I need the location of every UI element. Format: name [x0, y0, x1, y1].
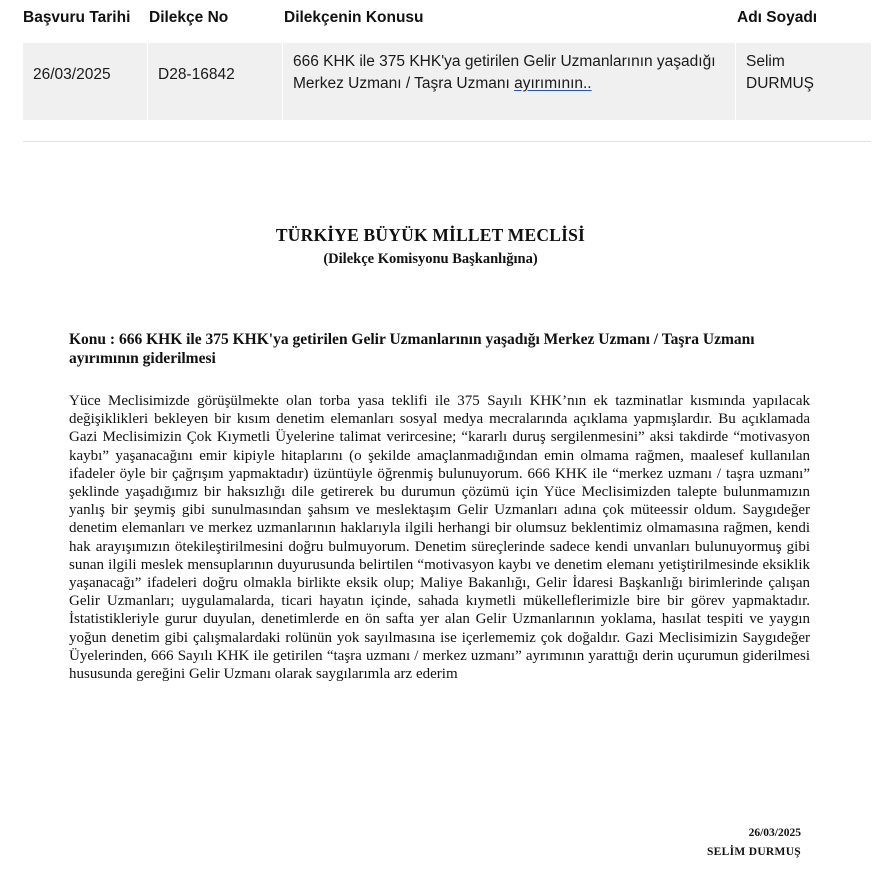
- cell-petition-subject: [283, 43, 735, 120]
- first-name: Selim: [746, 53, 785, 70]
- cell-application-date: [23, 43, 147, 120]
- petition-subject-text: 666 KHK ile 375 KHK'ya getirilen Gelir Uzmanlarının yaşadığı Merkez Uzmanı / Taşra Uzmanı: [293, 53, 716, 92]
- application-date-value: 26/03/2025: [33, 66, 111, 83]
- table-header: [23, 0, 871, 41]
- header-petition-subject: Dilekçenin Konusu: [284, 9, 424, 26]
- petition-table: [23, 0, 871, 92]
- cell-petition-no: [148, 43, 282, 120]
- full-name-value: [746, 51, 814, 95]
- section-divider: [23, 141, 871, 142]
- document-title: TÜRKİYE BÜYÜK MİLLET MECLİSİ: [275, 225, 586, 245]
- cell-full-name: [736, 43, 871, 120]
- header-full-name: Adı Soyadı: [737, 9, 818, 26]
- document-subject: Konu : 666 KHK ile 375 KHK'ya getirilen Gelir Uzmanlarının yaşadığı Merkez Uzmanı / Taşra Uzmanı ayırımının giderilmesi: [69, 331, 755, 367]
- subject-more-link[interactable]: ayırımının..: [514, 75, 592, 92]
- document-subtitle: (Dilekçe Komisyonu Başkanlığına): [323, 251, 538, 267]
- header-petition-no: Dilekçe No: [149, 9, 229, 26]
- signature-date: 26/03/2025: [748, 827, 801, 839]
- petition-subject-value: [293, 51, 733, 95]
- document-body: Yüce Meclisimizde görüşülmekte olan torba yasa teklifi ile 375 Sayılı KHK’nın ek tazminatlar kısmında yapılacak değişiklikleri bekleyen bir kısım denetim elemanları sosyal medya mecralarında açıklama yapmışlardır. Bu açıklamada Gazi Meclisimizin Çok Kıymetli Üyelerine talimat verircesine; “kararlı duruş sergilenmesini” aksi takdirde “motivasyon kaybı” yaşanacağını emir kipiyle hitaplarını (o şekilde amaçlanmadığından emin olmama rağmen, maalesef kullanılan ifadeler öyle bir çağrışım yapmaktadır) üzüntüyle öğrenmiş bulunuyorum. 666 KHK ile “merkez uzmanı / taşra uzmanı” şeklinde yaşadığımız bir haksızlığı dile getirerek bu durumun çözümü için Yüce Meclisimizden talepte bulunmamızın yanlış bir şeymiş gibi sunulmasından şahsım ve meslektaşım Gelir Uzmanları adına çok müteessir oldum. Saygıdeğer denetim elemanları ve merkez uzmanlarının haklarıyla ilgili herhangi bir olumsuz beklentimiz olmamasına rağmen, kendi hak arayışımızın ötekileştirilmesini doğru bulmuyorum. Denetim süreçlerinde sadece kendi unvanları bulunuyormuş gibi sunan ilgili meslek mensuplarının duyurusunda belirtilen “motivasyon kaybı ve denetim elemanı yetiştirilmesinde eksiklik yaşanacağı” ifadeleri doğru olmakla birlikte eksik olup; Maliye Bakanlığı, Gelir İdaresi Başkanlığı birimlerinde çalışan Gelir Uzmanları; uygulamalarda, ticari hayatın içinde, sahada kıymetli mükelleflerimizle bire bir görev yapmaktadır. İstatistikleriyle gurur duyulan, denetimlerde en ön safta yer alan Gelir Uzmanlarının yoklama, hasılat tespiti ve yaygın yoğun denetim gibi çalışmalardaki rolünün yok sayılmasına ise içerlememiz çok doğaldır. Gazi Meclisimizin Saygıdeğer Üyelerinden, 666 Sayılı KHK ile getirilen “taşra uzmanı / merkez uzmanı” ayrımının yarattığı derin uçurumun giderilmesi hususunda gereğini Gelir Uzmanı olarak saygılarımla arz ederim: [69, 393, 810, 683]
- table-row[interactable]: [23, 43, 871, 120]
- last-name: DURMUŞ: [746, 75, 815, 92]
- signature-name: SELİM DURMUŞ: [706, 846, 801, 858]
- petition-no-value: D28-16842: [158, 66, 235, 83]
- header-application-date: Başvuru Tarihi: [23, 9, 131, 26]
